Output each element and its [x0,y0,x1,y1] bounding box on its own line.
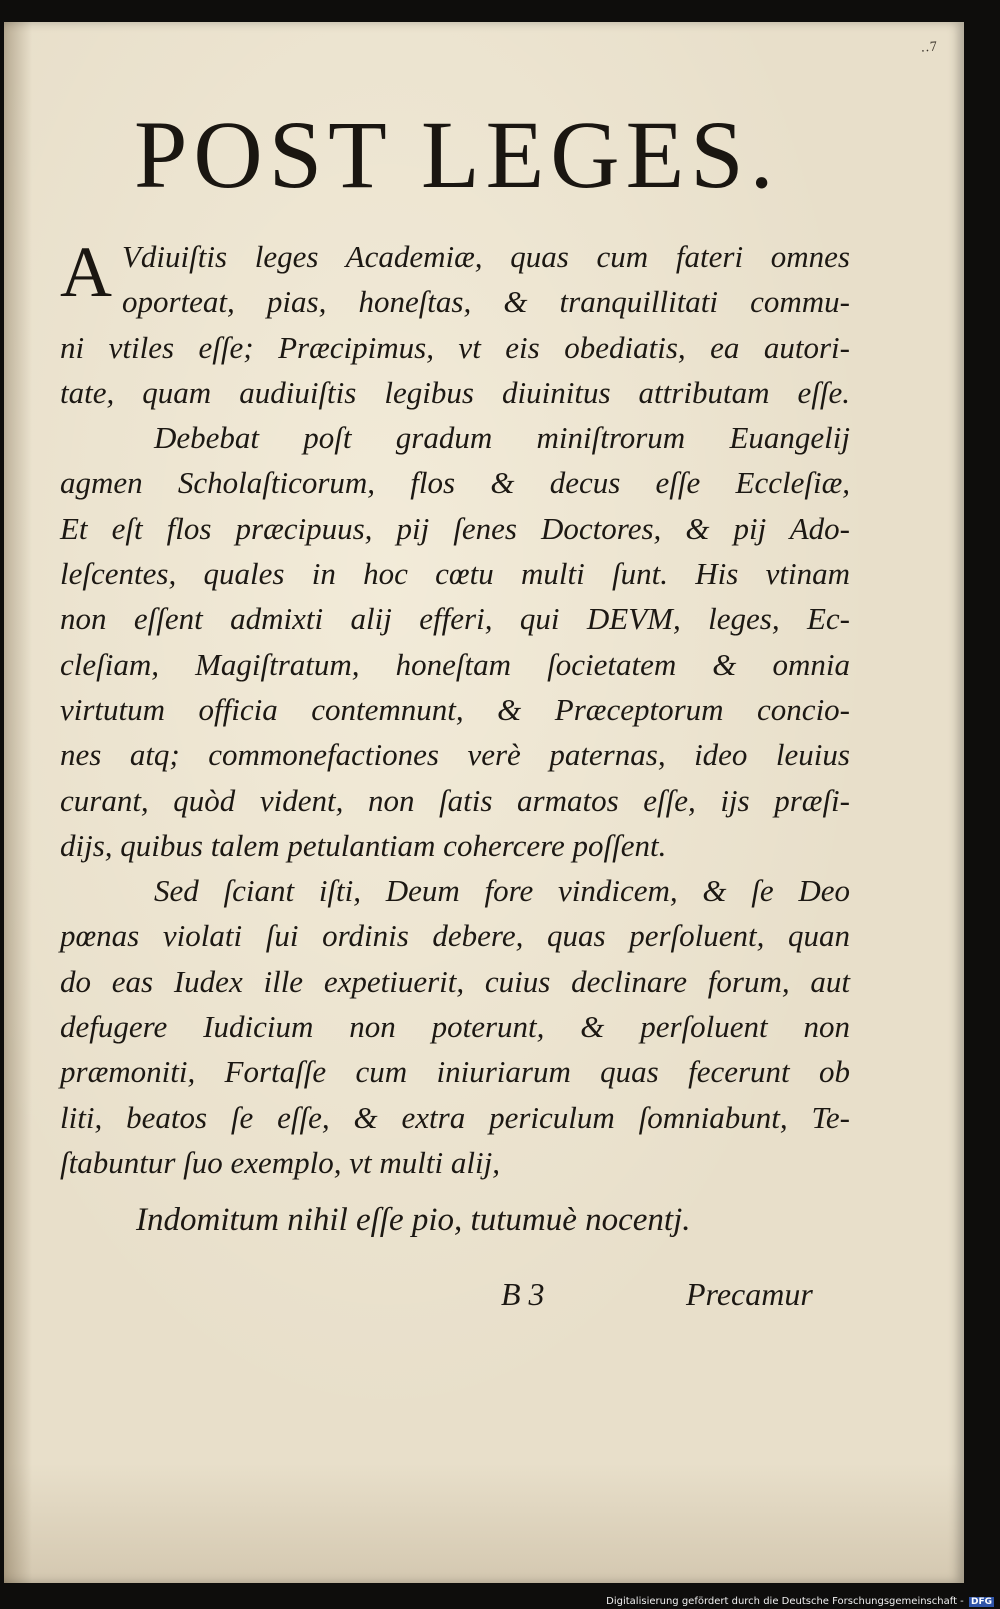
text-line: non eſſent admixti alij efferi, qui DEVM, leges, Ec- [60,601,850,637]
drop-cap: A [60,232,112,312]
text-line: defugere Iudicium non poterunt, & perſoluent non [60,1009,850,1045]
signature-mark: B 3 [501,1276,545,1312]
text-line: nes atq; commonefactiones verè paternas, ideo leuius [60,737,850,773]
text-line: Sed ſciant iſti, Deum fore vindicem, & ſe Deo [154,873,850,909]
footer-text: Digitalisierung gefördert durch die Deutsche Forschungsgemeinschaft - [606,1596,964,1607]
text-line: oporteat, pias, honeſtas, & tranquillitati commu- [122,284,850,320]
corner-mark: ..7 [920,39,939,56]
text-line: liti, beatos ſe eſſe, & extra periculum ſomniabunt, Te- [60,1099,850,1135]
catchword: Precamur [686,1276,813,1312]
text-line: curant, quòd vident, non ſatis armatos eſſe, ijs præſi- [60,782,850,818]
page-title: POST LEGES. [134,101,780,208]
text-line: leſcentes, quales in hoc cœtu multi ſunt. His vtinam [60,556,850,592]
text-line: do eas Iudex ille expetiuerit, cuius declinare forum, aut [60,963,850,999]
book-page [4,22,964,1583]
text-line: Et eſt flos præcipuus, pij ſenes Doctores, & pij Ado- [60,510,850,546]
text-line: pœnas violati ſui ordinis debere, quas perſoluent, quan [60,918,850,954]
text-line: agmen Scholaſticorum, flos & decus eſſe Eccleſiæ, [60,465,850,501]
text-line: præmoniti, Fortaſſe cum iniuriarum quas fecerunt ob [60,1054,850,1090]
digitization-footer [606,1596,994,1607]
text-line: ni vtiles eſſe; Præcipimus, vt eis obediatis, ea autori- [60,329,850,365]
text-line: Vdiuiſtis leges Academiæ, quas cum fateri omnes [122,239,850,274]
text-line: virtutum officia contemnunt, & Præceptorum concio- [60,691,850,727]
text-line: ſtabuntur ſuo exemplo, vt multi alij, [60,1144,500,1180]
verse-line: Indomitum nihil eſſe pio, tutumuè nocentj. [136,1202,691,1238]
text-line: cleſiam, Magiſtratum, honeſtam ſocietatem & omnia [60,646,850,682]
dfg-logo: DFG [970,1597,992,1607]
body-text [60,234,850,1185]
text-line: dijs, quibus talem petulantiam cohercere poſſent. [60,827,667,863]
text-line: Debebat poſt gradum miniſtrorum Euangelij [154,420,850,456]
text-line: tate, quam audiuiſtis legibus diuinitus attributam eſſe. [60,374,850,410]
